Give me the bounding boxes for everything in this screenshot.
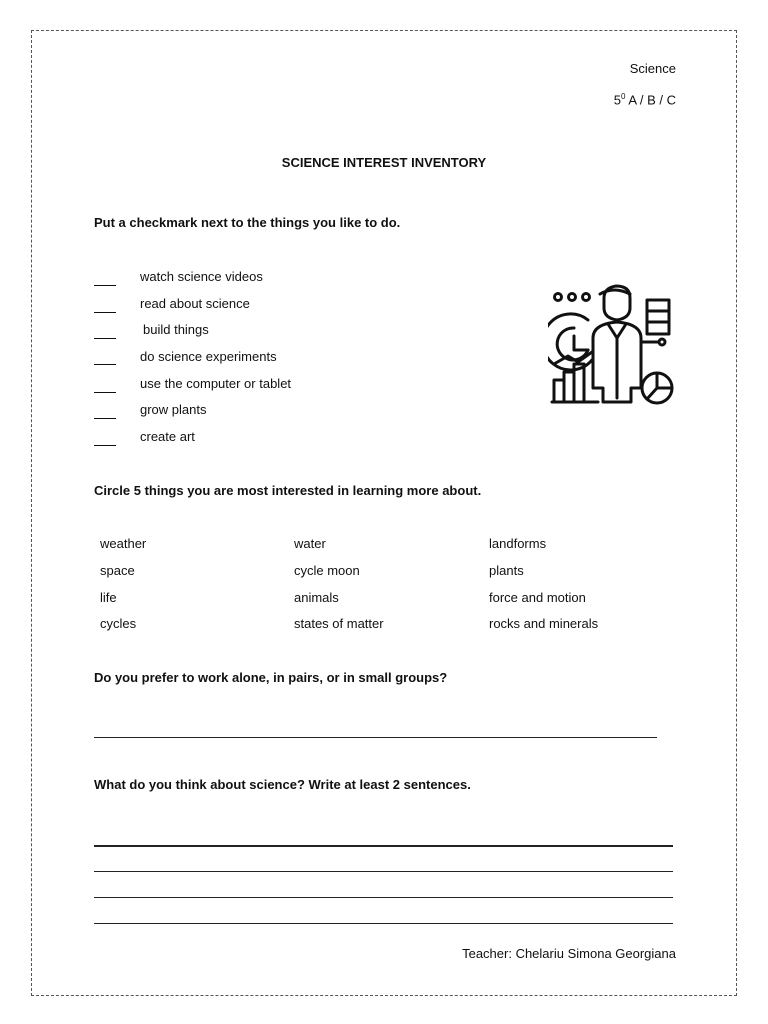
check-blank[interactable]	[94, 378, 116, 393]
topic-option[interactable]: plants	[489, 563, 524, 578]
topic-option[interactable]: landforms	[489, 536, 547, 551]
answer-line[interactable]	[94, 845, 673, 847]
topic-option[interactable]: weather	[100, 536, 147, 551]
activity-label: do science experiments	[140, 349, 277, 364]
check-blank[interactable]	[94, 271, 116, 286]
section4-question: What do you think about science? Write at least 2 sentences.	[94, 777, 471, 792]
topic-option[interactable]: cycle moon	[294, 563, 360, 578]
topic-option[interactable]: rocks and minerals	[489, 616, 599, 631]
answer-line[interactable]	[94, 737, 657, 738]
grade-label	[614, 92, 676, 107]
activity-label: build things	[143, 322, 209, 337]
check-blank[interactable]	[94, 404, 116, 419]
teacher-credit: Teacher: Chelariu Simona Georgiana	[462, 946, 676, 961]
topic-option[interactable]: water	[294, 536, 326, 551]
page-border	[31, 30, 737, 996]
answer-line[interactable]	[94, 897, 673, 898]
grade-superscript: 0	[620, 92, 626, 101]
topic-option[interactable]: life	[100, 590, 117, 605]
activity-label: watch science videos	[140, 269, 263, 284]
grade-classes: A / B / C	[625, 92, 676, 108]
activity-label: create art	[140, 429, 195, 444]
section3-question: Do you prefer to work alone, in pairs, or in small groups?	[94, 670, 448, 685]
topic-option[interactable]: cycles	[100, 616, 137, 631]
check-blank[interactable]	[94, 350, 116, 365]
section2-instruction: Circle 5 things you are most interested in learning more about.	[94, 483, 482, 498]
page-title: SCIENCE INTEREST INVENTORY	[281, 155, 487, 170]
grade-number: 5	[613, 92, 621, 108]
subject-label: Science	[629, 61, 676, 76]
topic-option[interactable]: animals	[294, 590, 339, 605]
check-blank[interactable]	[94, 431, 116, 446]
answer-line[interactable]	[94, 871, 673, 872]
check-blank[interactable]	[94, 298, 116, 313]
topic-option[interactable]: states of matter	[294, 616, 384, 631]
topic-option[interactable]: force and motion	[489, 590, 586, 605]
answer-line[interactable]	[94, 923, 673, 924]
check-blank[interactable]	[94, 324, 116, 339]
section1-instruction: Put a checkmark next to the things you like to do.	[94, 215, 401, 230]
activity-label: read about science	[140, 296, 250, 311]
scientist-with-charts-icon	[548, 284, 680, 408]
topic-option[interactable]: space	[100, 563, 135, 578]
activity-label: grow plants	[140, 402, 207, 417]
activity-label: use the computer or tablet	[140, 376, 292, 391]
